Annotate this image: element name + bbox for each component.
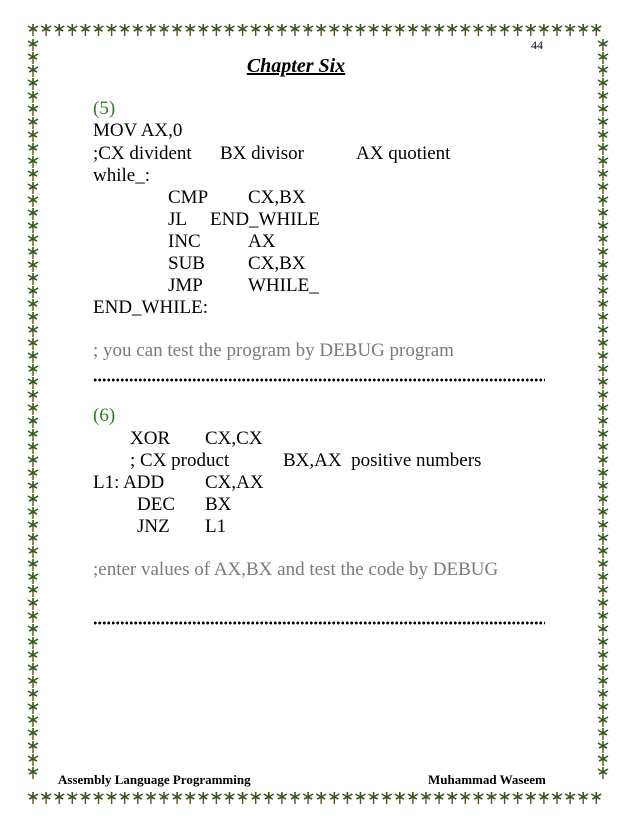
code-label: while_: xyxy=(93,165,150,186)
code-opcode: JNZ xyxy=(137,516,170,537)
page-number: 44 xyxy=(531,38,543,52)
code-opcode: XOR xyxy=(130,428,171,449)
code-operand: BX xyxy=(205,494,232,515)
code-label: L1: ADD xyxy=(93,472,165,493)
code-opcode: DEC xyxy=(137,494,175,515)
code-comment: ;CX divident xyxy=(93,143,192,164)
chapter-title: Chapter Six xyxy=(246,55,346,77)
code-comment: BX divisor xyxy=(220,143,304,164)
code-note: ; you can test the program by DEBUG program xyxy=(93,340,454,361)
footer-author: Muhammad Waseem xyxy=(428,772,546,787)
code-operand: END_WHILE xyxy=(210,209,320,230)
code-operand: CX,AX xyxy=(205,472,264,493)
code-comment: ; CX product xyxy=(130,450,230,471)
code-operand: CX,BX xyxy=(248,253,306,274)
code-comment: AX quotient xyxy=(356,143,451,164)
footer-book-title: Assembly Language Programming xyxy=(58,772,251,787)
code-operand: L1 xyxy=(205,516,227,537)
code-operand: CX,BX xyxy=(248,187,306,208)
code-opcode: SUB xyxy=(168,253,205,274)
section-6-label: (6) xyxy=(93,405,116,426)
code-comment: BX,AX positive numbers xyxy=(283,450,482,471)
code-operand: CX,CX xyxy=(205,428,263,449)
dotted-separator xyxy=(93,377,545,383)
code-label: END_WHILE: xyxy=(93,297,209,318)
code-operand: AX xyxy=(248,231,276,252)
code-opcode: INC xyxy=(168,231,201,252)
code-opcode: JL xyxy=(168,209,187,230)
dotted-separator xyxy=(93,620,545,626)
code-opcode: JMP xyxy=(168,275,203,296)
code-operand: WHILE_ xyxy=(248,275,319,296)
code-note: ;enter values of AX,BX and test the code by DEBUG xyxy=(93,559,499,580)
section-5-label: (5) xyxy=(93,98,116,119)
code-line: MOV AX,0 xyxy=(93,120,183,141)
code-opcode: CMP xyxy=(168,187,209,208)
